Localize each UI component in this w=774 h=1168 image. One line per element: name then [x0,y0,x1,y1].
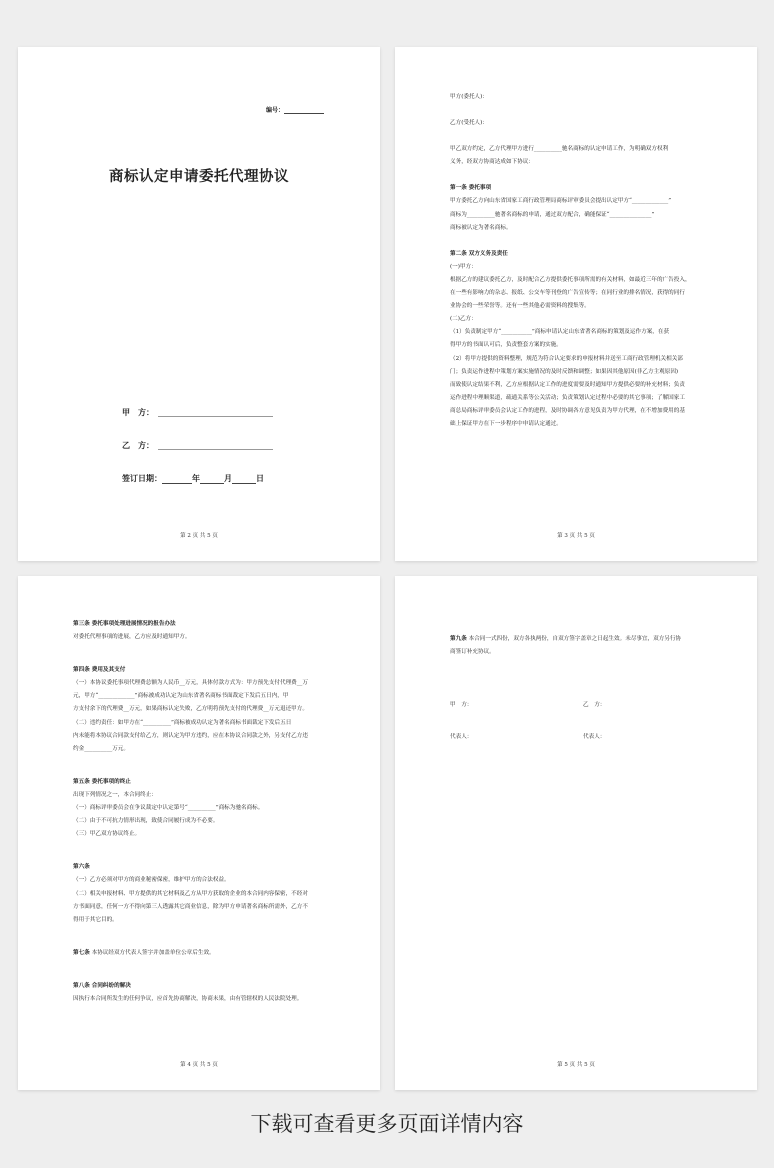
paragraph-line: （一）商标评审委员会在争议裁定中认定第号“__________”商标为驰名商标。 [73,805,264,812]
paragraph-line: 甲乙双方约定，乙方代理甲方进行__________驰名商标的认定申请工作，为明确双方权利 [450,146,669,153]
paragraph-line: 内未能将本协议合同款支付给乙方，则认定为甲方违约，应在本协议合同款之外，另支付乙方违 [73,732,308,739]
paragraph-line: 得甲方的书面认可后，负责整套方案的实施。 [450,342,562,349]
spacer [73,756,325,776]
paragraph-line: 而致使认定结果不利，乙方应根据认定工作的进度需要及时通知甲方提供必要的补充材料；负责 [450,381,685,388]
contract-number: 编号： [266,105,324,114]
paragraph-line: 根据乙方的建议委托乙方，及时配合乙方提供委托事项所需的有关材料，如最近三年的广告投入， [450,276,691,283]
download-caption[interactable]: 下载可查看更多页面详情内容 [250,1112,524,1136]
paragraph-line: 础上保证甲方在下一步程序中申请认定通过。 [450,420,562,427]
paragraph-line: (一)甲方： [450,263,477,270]
spacer [450,104,702,117]
page-footer: 第 5 页 共 5 页 [557,1062,595,1068]
page-2 [395,47,757,561]
party-a-line [158,416,273,417]
paragraph-line: 因执行本合同所发生的任何争议，应首先协商解决，协商未果，由有管辖权的人民法院处理。 [73,995,303,1002]
party-a-sign: 甲 方： [450,702,473,708]
party-b-sign: 乙 方： [583,702,606,708]
section-heading: 第一条 委托事项 [450,185,492,192]
paragraph-line: 甲方(委托人)： [450,94,488,100]
spacer [450,169,702,182]
paragraph-line: 方支付余下的代理费__万元，如果商标认定失败，乙方明将预先支付的代理费__万元退还甲方。 [73,706,308,713]
paragraph-line: （一）本协议委托事项代理费总额为人民币__万元，具体付款方式为：甲方预先支付代理费__万 [73,680,308,687]
spacer [450,130,702,143]
paragraph-line: 在一些有影响力的杂志、报纸、公交车等刊登的广告宣传等；在同行业的排名情况，获得的同行 [450,290,685,297]
paragraph-line: 约金__________万元。 [73,745,129,752]
page-4 [395,576,757,1090]
sign-date: 签订日期： 年 月 日 [122,474,264,483]
paragraph-line: 义务，经双方协商达成如下协议： [450,159,534,166]
paragraph-line: 业协会的一些荣誉等。还有一些其他必需资料的搜集等。 [450,303,590,310]
paragraph-line: （一）乙方必须对甲方的商业秘密保密，维护甲方的合法权益。 [73,877,230,884]
paragraph-line: （二）由于不可抗力情形出现，致使合同履行成为不必要。 [73,818,219,825]
paragraph-line: 出现下列情况之一，本合同终止： [73,791,157,798]
paragraph-line: 商标被认定为著名商标。 [450,224,512,231]
spacer [73,960,325,980]
section-heading: 第三条 委托事项处理进展情况的报告办法 [73,621,176,627]
paragraph-line: 门；负责运作进程中策划方案实施情况的及时反馈和调整；如果因其他原因(非乙方主观原因) [450,368,679,375]
rep-b-sign: 代表人： [583,734,606,740]
paragraph-line: （二）违约责任：如甲方在“__________”商标被成功认定为著名商标书面裁定下发后五日 [73,719,292,726]
party-b-line [158,449,273,450]
paragraph-line: 方书面同意，任何一方不得向第三人透露其它商业信息，除为甲方申请著名商标所需外，乙方不 [73,903,308,910]
paragraph-line: 甲方委托乙方向山东省国家工商行政管理局商标评审委员会提出认定甲方“_____________” [450,198,672,205]
page-footer: 第 2 页 共 5 页 [180,533,218,539]
spacer [73,841,325,861]
page-4-body [450,633,702,659]
paragraph-line: （1）负责制定甲方“___________”商标申请认定山东省著名商标的策划及运作方案，在获 [450,329,670,336]
paragraph-line: （2）将甲方提供的资料整理，规范为符合认定要求的申报材料并送至工商行政管理机关相关部 [450,355,683,362]
paragraph-line: （三）甲乙双方协议终止。 [73,831,141,838]
paragraph-line: （二）相关申报材料、甲方提供的其它材料及乙方从甲方获取的企业的本合同内容保密，不经对 [73,890,308,897]
paragraph-line: 元，甲方“_____________”商标被成功认定为山东省著名商标书面裁定下发后五日内，甲 [73,693,289,700]
section-heading: 第四条 费用及其支付 [73,667,126,674]
paragraph-line: (二)乙方： [450,316,477,323]
paragraph-line: 第七条 本协议经双方代表人签字并加盖单位公章后生效。 [73,949,215,956]
paragraph-line: 商签订补充协议。 [450,649,495,656]
paragraph-line: 得用于其它目的。 [73,916,118,923]
paragraph-line: 乙方(受托人)： [450,120,488,127]
paragraph-line: 商标为__________驰著名商标的申请，通过双方配合，确能保证“_______________” [450,211,655,218]
rep-a-sign: 代表人： [450,734,473,740]
page-2-body [450,91,702,431]
paragraph-line: 对委托代理事项的进展，乙方应及时通知甲方。 [73,634,191,641]
paragraph-line: 第九条 本合同一式四份，双方各执两份，自双方签字盖章之日起生效。未尽事宜，双方另行协 [450,636,682,642]
section-heading: 第五条 委托事项的终止 [73,778,131,785]
page-3-body [73,618,325,1006]
page-footer: 第 3 页 共 5 页 [557,533,595,539]
page-footer: 第 4 页 共 5 页 [180,1062,218,1068]
party-a-label: 甲 方： [122,408,154,417]
section-heading: 第八条 合同纠纷的解决 [73,982,131,989]
spacer [73,927,325,947]
page-3 [18,576,380,1090]
section-heading: 第六条 [73,864,90,871]
paragraph-line: 商总局商标评审委员会认定工作的进程，及时协调各方意见负责为甲方代理，在不增加费用的基 [450,407,685,414]
party-b-label: 乙 方： [122,441,154,450]
section-heading: 第二条 双方义务及责任 [450,250,508,257]
spacer [450,235,702,248]
document-title: 商标认定申请委托代理协议 [109,169,289,185]
page-cover [18,47,380,561]
spacer [73,644,325,664]
paragraph-line: 运作进程中理顺渠道，疏通关系等公关活动；负责策划认定过程中必要的其它事项；了解国家工 [450,394,685,401]
